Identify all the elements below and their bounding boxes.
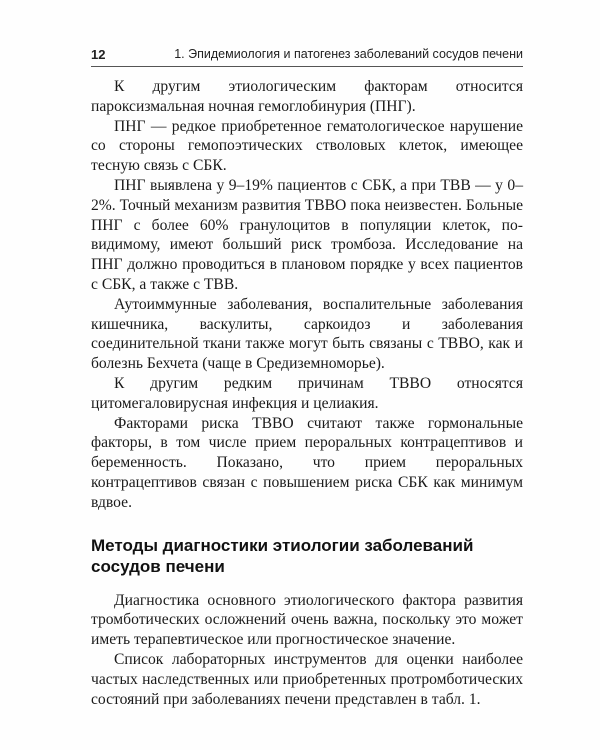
page-body: [91, 77, 523, 709]
paragraph: Факторами риска ТВВО считают также гормональные факторы, в том числе прием пероральных контрацептивов и беременность. Показано, что прием пероральных контрацептивов связан с повышением риска СБК как минимум вдвое.: [91, 414, 523, 511]
running-header: [91, 47, 523, 65]
running-title: 1. Эпидемиология и патогенез заболеваний сосудов печени: [174, 47, 523, 61]
page-number: 12: [91, 47, 106, 62]
header-rule: [91, 66, 523, 67]
paragraph: Диагностика основного этиологического фактора развития тромботических осложнений очень важна, поскольку это может иметь терапевтическое или прогностическое значение.: [91, 591, 523, 649]
paragraph: К другим этиологическим факторам относится пароксизмальная ночная гемоглобинурия (ПНГ).: [91, 78, 523, 115]
paragraph: Список лабораторных инструментов для оценки наиболее частых наследственных или приобретенных протромботических состояний при заболеваниях печени представлен в табл. 1.: [91, 650, 523, 708]
paragraph: ПНГ выявлена у 9–19% пациентов с СБК, а при ТВВ — у 0–2%. Точный механизм развития ТВВО пока неизвестен. Больные ПНГ с более 60% гранулоцитов в популяции клеток, по-видимому, имеют больший риск тромбоза. Исследование на ПНГ должно проводиться в плановом порядке у всех пациентов с СБК, а также с ТВВ.: [91, 176, 523, 293]
paragraph: ПНГ — редкое приобретенное гематологическое нарушение со стороны гемопоэтических стволовых клеток, имеющее тесную связь с СБК.: [91, 117, 523, 175]
section-heading: Методы диагностики этиологии заболеваний сосудов печени: [91, 535, 474, 576]
paragraph: Аутоиммунные заболевания, воспалительные заболевания кишечника, васкулиты, саркоидоз и заболевания соединительной ткани также могут быть связаны с ТВВО, как и болезнь Бехчета (чаще в Средиземноморье).: [91, 295, 523, 373]
paragraph: К другим редким причинам ТВВО относятся цитомегаловирусная инфекция и целиакия.: [91, 374, 523, 412]
